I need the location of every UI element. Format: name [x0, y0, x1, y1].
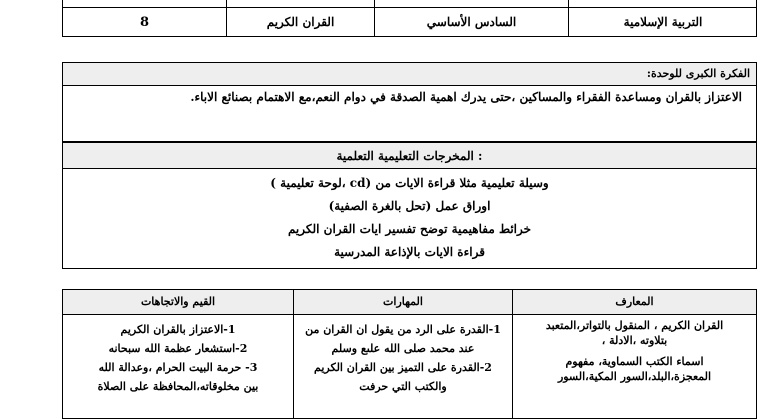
info-table [62, 0, 757, 37]
knowledge-line: القران الكريم ، المنقول بالتواتر،المتعبد [545, 319, 724, 332]
values-header: القيم والاتجاهات [63, 290, 293, 314]
outcomes-box [62, 142, 757, 269]
knowledge-line: اسماء الكتب السماوية، مفهوم [565, 355, 704, 368]
skills-line: عند محمد صلى الله علىع وسلم [331, 342, 475, 355]
outcome-item: وسيلة تعليمية مثلا قراءة الايات من (cd ،لوحة تعليمية ) [270, 176, 549, 190]
big-idea-body [63, 87, 756, 141]
skills-header: المهارات [294, 290, 512, 314]
skills-line: 2-القدرة على التميز بين القران الكريم [314, 361, 492, 374]
knowledge-header: المعارف [513, 290, 756, 314]
skills-line: 1-القدرة على الرد من يقول ان القران من [305, 323, 501, 336]
kv-table [62, 289, 757, 419]
outcomes-title: المخرجات التعليمية التعلمية : [336, 149, 483, 163]
outcomes-list [63, 172, 756, 267]
big-idea-header [63, 63, 756, 86]
outcome-item: قراءة الايات بالإذاعة المدرسية [334, 245, 485, 259]
skills-cell [294, 320, 512, 418]
number-value: 8 [139, 15, 150, 30]
grade-value: السادس الأساسي [426, 15, 517, 29]
knowledge-cell [513, 318, 756, 418]
outcome-item: اوراق عمل (تحل بالغرة الصفية) [328, 199, 491, 213]
values-line: بين مخلوقاته،المحافظة على الصلاة [97, 380, 259, 393]
values-line: 3- حرمة البيت الحرام ،وعدالة الله [98, 361, 258, 374]
unit-cell [227, 8, 374, 37]
values-cell [63, 320, 293, 418]
skills-line: والكتب التي حرفت [359, 380, 447, 393]
number-cell [63, 8, 226, 37]
subject-value: التربية الإسلامية [623, 15, 703, 29]
knowledge-line: المعجزة،البلد،السور المكية،السور [557, 370, 712, 383]
values-line: 1-الاعتزاز بالقران الكريم [120, 323, 236, 336]
big-idea-text: الاعتزاز بالقران ومساعدة الفقراء والمساكين ،حتى يدرك اهمية الصدقة في دوام النعم،مع الاهتمام بصنائع الاباء. [190, 90, 742, 104]
outcome-item: خرائط مفاهيمية توضح تفسير ايات القران الكريم [287, 222, 532, 236]
grade-cell [375, 8, 568, 37]
knowledge-line: بتلاوته ،الادلة ، [601, 334, 668, 347]
unit-value: القران الكريم [266, 15, 335, 29]
big-idea-title: الفكرة الكبرى للوحدة: [646, 67, 750, 80]
subject-cell [569, 8, 757, 37]
outcomes-header [63, 143, 756, 169]
big-idea-box [62, 62, 757, 142]
values-line: 2-استشعار عظمة الله سبحانه [108, 342, 248, 355]
